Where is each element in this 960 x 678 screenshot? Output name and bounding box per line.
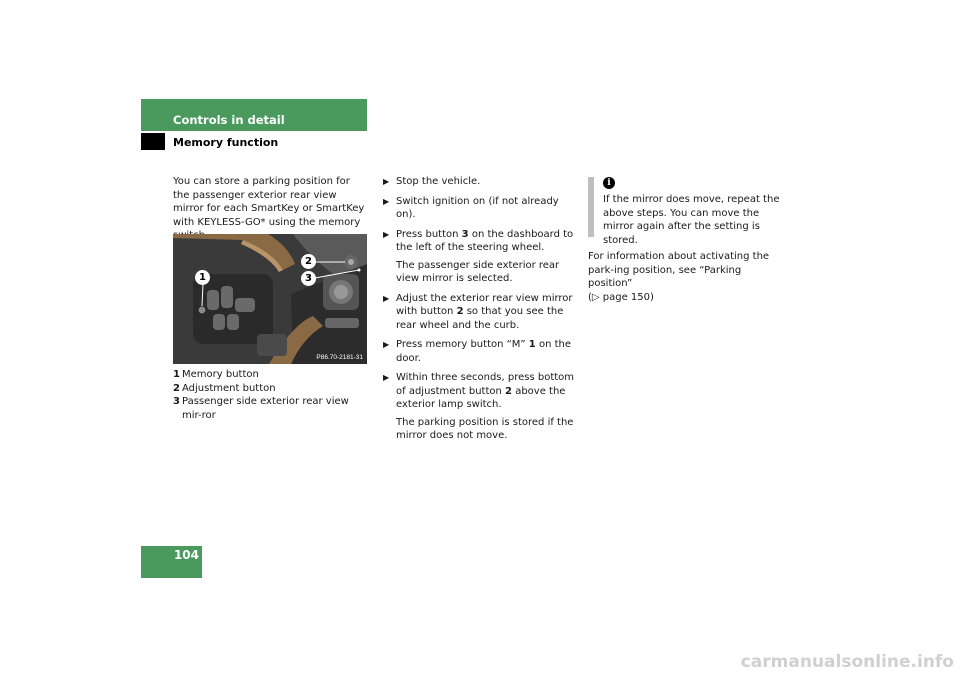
step-note: The parking position is stored if the mirror does not move. xyxy=(396,416,574,441)
bullet-arrow-icon: ▶ xyxy=(383,177,390,186)
bullet-arrow-icon: ▶ xyxy=(383,293,390,303)
step-item: ▶ Press memory button “M” 1 on the door. xyxy=(383,339,571,364)
parking-position-reference xyxy=(588,250,783,304)
page-reference-link[interactable]: (▷ page 150) xyxy=(588,291,654,303)
watermark: carmanualsonline.info xyxy=(740,652,954,672)
door-memory-switch-photo xyxy=(173,234,367,364)
procedure-steps xyxy=(383,175,575,449)
bullet-arrow-icon: ▶ xyxy=(383,196,390,206)
info-icon: i xyxy=(603,177,615,189)
callout-1: 1 xyxy=(195,270,210,285)
subsection-title: Memory function xyxy=(173,136,279,149)
bullet-arrow-icon: ▶ xyxy=(383,340,390,349)
info-note: If the mirror does move, repeat the above steps. You can move the mirror again after the setting is stored. xyxy=(603,194,780,246)
section-title: Controls in detail xyxy=(173,113,285,127)
info-sidebar-bar xyxy=(588,177,594,237)
legend-item: 3 Passenger side exterior rear view mir-ror xyxy=(173,396,349,421)
callout-3: 3 xyxy=(301,271,316,286)
page-number: 104 xyxy=(173,548,199,562)
figure-legend xyxy=(173,368,368,422)
intro-paragraph: You can store a parking position for the passenger exterior rear view mirror for each SmartKey or SmartKey with KEYLESS-GO* using the memory xyxy=(173,176,365,228)
subsection-marker xyxy=(141,133,165,150)
figure-code: P86.70-2181-31 xyxy=(316,354,363,361)
step-item: ▶ Stop the vehicle. xyxy=(383,176,481,187)
step-item: ▶ Adjust the exterior rear view mirror with button 2 so that you see the rear wheel and the curb. xyxy=(383,292,573,331)
bullet-arrow-icon: ▶ xyxy=(383,229,390,239)
bullet-arrow-icon: ▶ xyxy=(383,373,390,382)
reference-text: For information about activating the park-ing position, see “Parking position” xyxy=(588,251,770,289)
legend-item: 2 Adjustment button xyxy=(173,382,276,394)
legend-item: 1 Memory button xyxy=(173,369,259,380)
callout-2: 2 xyxy=(301,254,316,269)
step-note: The passenger side exterior rear view mirror is selected. xyxy=(396,259,560,284)
step-item: ▶ Within three seconds, press bottom of adjustment button 2 above the exterior lamp switch. xyxy=(383,372,575,410)
step-item: ▶ Switch ignition on (if not already on). xyxy=(383,195,559,220)
step-item: ▶ Press button 3 on the dashboard to the left of the steering wheel. xyxy=(383,228,574,253)
